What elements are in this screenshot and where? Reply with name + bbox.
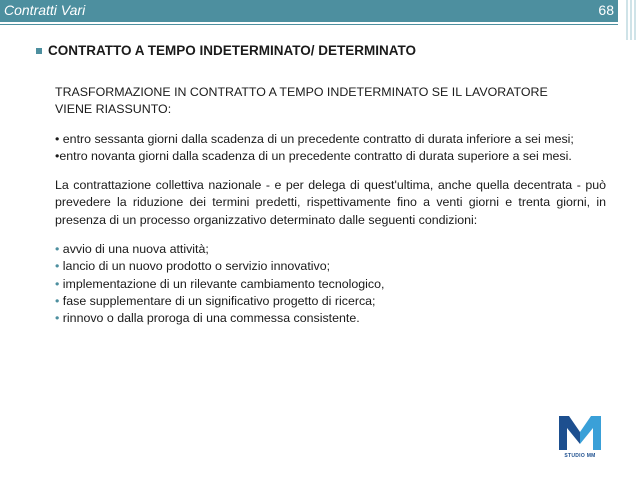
decorative-stripes: [626, 0, 638, 40]
intro-line-2: VIENE RIASSUNTO:: [55, 102, 172, 117]
bullet-icon: •: [55, 242, 60, 257]
section-heading-text: CONTRATTO A TEMPO INDETERMINATO/ DETERMINATO: [48, 43, 416, 58]
list-item-text: rinnovo o dalla proroga di una commessa consistente.: [62, 311, 360, 326]
bullet-icon: •: [55, 259, 60, 274]
m-logo-icon: [555, 410, 605, 452]
bullet-icon: •: [55, 276, 60, 291]
bullet-icon: •: [55, 293, 60, 308]
list-item-text: avvio di una nuova attività;: [62, 242, 209, 257]
condition-2: •entro novanta giorni dalla scadenza di un precedente contratto di durata superiore a sei mesi.: [55, 148, 572, 163]
studio-mm-logo: [555, 410, 605, 462]
list-item-text: lancio di un nuovo prodotto o servizio innovativo;: [62, 259, 331, 274]
list-item-1: [55, 241, 606, 258]
list-item-text: implementazione di un rilevante cambiamento tecnologico,: [62, 276, 385, 291]
stripe: [626, 0, 628, 40]
bullet-icon: •: [55, 311, 60, 326]
list-item-text: fase supplementare di un significativo progetto di ricerca;: [62, 293, 376, 308]
header-divider: [0, 24, 618, 25]
intro-line-1: TRASFORMAZIONE IN CONTRATTO A TEMPO INDETERMINATO SE IL LAVORATORE: [55, 85, 548, 99]
stripe: [634, 0, 636, 40]
list-item-5: [55, 310, 606, 327]
square-bullet-icon: [36, 48, 42, 54]
list-item-4: [55, 293, 606, 310]
body-paragraph: La contrattazione collettiva nazionale - e per delega di quest'ultima, anche quella decentrata - può prevedere la riduzione dei termini predetti, rispettivamente fino a venti giorni e trenta giorni, in presenza di un processo organizzativo determinato dalle seguenti condizioni:: [55, 178, 606, 227]
logo-text: STUDIO MM: [564, 453, 596, 459]
list-item-2: [55, 258, 606, 275]
condition-1: • entro sessanta giorni dalla scadenza di un precedente contratto di durata inferiore a sei mesi;: [55, 131, 574, 146]
page-number: 68: [598, 2, 614, 18]
list-item-3: [55, 276, 606, 293]
stripe: [630, 0, 632, 40]
header-bar: [0, 0, 618, 22]
slide-content: [55, 84, 606, 328]
section-heading: [36, 43, 416, 58]
slide-title: Contratti Vari: [4, 2, 86, 18]
